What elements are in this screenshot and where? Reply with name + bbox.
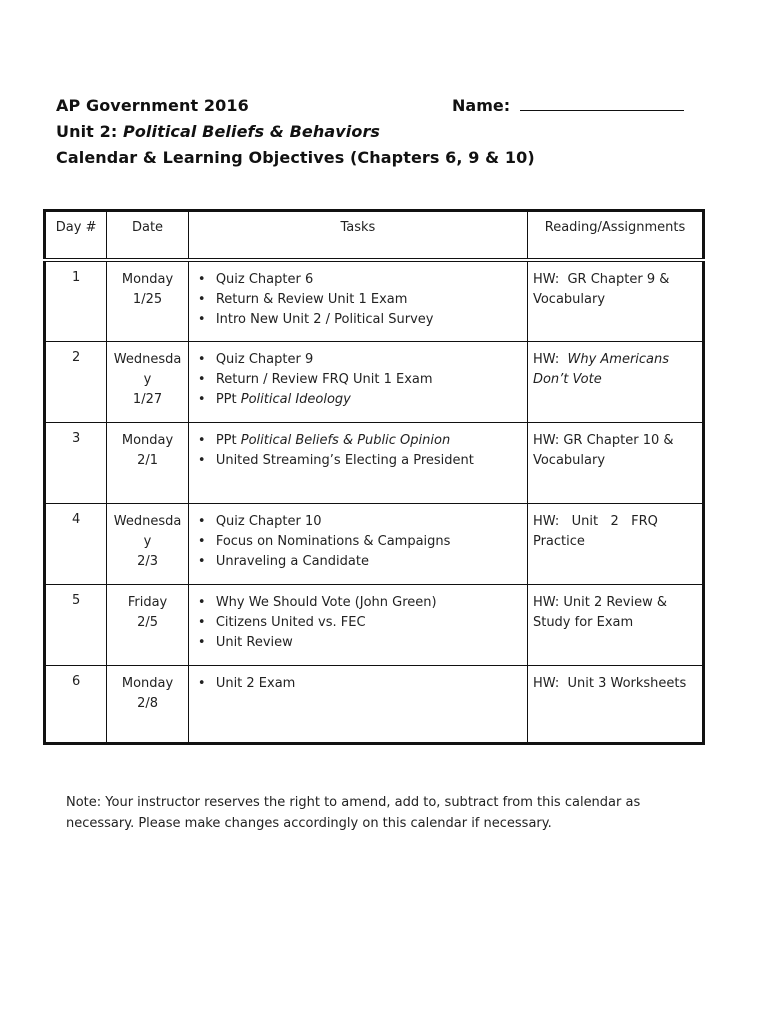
day-cell: 3 xyxy=(45,422,107,503)
table-row xyxy=(45,503,704,584)
day-cell: 6 xyxy=(45,665,107,743)
column-header-tasks: Tasks xyxy=(188,211,527,261)
task-text: Quiz Chapter 9 xyxy=(215,351,314,367)
calendar-table xyxy=(43,209,705,745)
table-row xyxy=(45,665,704,743)
reading-italic-title: Why Americans Don’t Vote xyxy=(532,351,670,387)
day-cell: 1 xyxy=(45,260,107,341)
date-line: 1/27 xyxy=(132,391,163,407)
tasks-cell xyxy=(188,503,527,584)
instructor-note: Note: Your instructor reserves the right to amend, add to, subtract from this calendar as necessary. Please make changes accordingly on this calendar if necessary. xyxy=(66,795,641,831)
task-item xyxy=(210,350,522,370)
task-prefix: PPt xyxy=(215,432,241,448)
task-text: Quiz Chapter 6 xyxy=(215,272,314,287)
table-row xyxy=(45,260,704,341)
task-item xyxy=(210,270,522,290)
table-row xyxy=(45,422,704,503)
reading-text: HW: Unit 2 Review & Study for Exam xyxy=(532,594,672,630)
task-text: Why We Should Vote (John Green) xyxy=(215,594,437,610)
name-blank-line[interactable] xyxy=(520,96,684,111)
task-text: Unit Review xyxy=(215,634,293,650)
date-cell xyxy=(107,260,189,341)
date-line: 2/8 xyxy=(137,695,158,711)
task-italic-title: Political Beliefs & Public Opinion xyxy=(240,432,451,448)
task-item xyxy=(210,633,522,653)
course-title: AP Government 2016 xyxy=(56,96,249,115)
reading-cell xyxy=(527,422,703,503)
date-line: Friday xyxy=(127,594,168,610)
task-item xyxy=(210,431,522,451)
date-line: 2/1 xyxy=(137,452,158,468)
task-item xyxy=(210,593,522,613)
reading-text: HW: GR Chapter 9 & Vocabulary xyxy=(532,272,674,307)
task-item xyxy=(210,512,522,532)
task-text: Intro New Unit 2 / Political Survey xyxy=(215,312,434,327)
reading-text: HW: xyxy=(532,351,568,367)
task-item xyxy=(210,390,522,410)
tasks-cell xyxy=(188,341,527,422)
task-item xyxy=(210,310,522,330)
reading-text: HW: Unit 3 Worksheets xyxy=(532,675,687,691)
task-prefix: PPt xyxy=(215,391,241,407)
date-cell xyxy=(107,341,189,422)
day-cell: 2 xyxy=(45,341,107,422)
date-cell xyxy=(107,503,189,584)
date-line: 2/3 xyxy=(137,553,158,569)
date-cell xyxy=(107,422,189,503)
task-text: Return & Review Unit 1 Exam xyxy=(215,292,408,307)
table-row xyxy=(45,341,704,422)
name-field[interactable] xyxy=(452,96,684,115)
task-text: Unraveling a Candidate xyxy=(215,553,369,569)
date-line: 2/5 xyxy=(137,614,158,630)
name-label: Name: xyxy=(452,96,511,115)
date-cell xyxy=(107,665,189,743)
day-cell: 4 xyxy=(45,503,107,584)
reading-text: HW: GR Chapter 10 & Vocabulary xyxy=(532,432,678,468)
date-line: Monday xyxy=(121,432,174,448)
task-list xyxy=(194,512,522,572)
task-text: Unit 2 Exam xyxy=(215,675,296,691)
task-text: United Streaming’s Electing a President xyxy=(215,452,474,468)
table-header-row xyxy=(45,211,704,261)
task-text: Quiz Chapter 10 xyxy=(215,513,322,529)
calendar-subtitle: Calendar & Learning Objectives (Chapters 6, 9 & 10) xyxy=(56,148,535,167)
column-header-day: Day # xyxy=(45,211,107,261)
tasks-cell xyxy=(188,422,527,503)
task-text: Focus on Nominations & Campaigns xyxy=(215,533,451,549)
task-item xyxy=(210,451,522,471)
task-item xyxy=(210,290,522,310)
reading-cell xyxy=(527,665,703,743)
column-header-date: Date xyxy=(107,211,189,261)
reading-cell xyxy=(527,584,703,665)
task-italic-title: Political Ideology xyxy=(240,391,351,407)
tasks-cell xyxy=(188,584,527,665)
day-cell: 5 xyxy=(45,584,107,665)
date-line: Monday xyxy=(121,272,174,287)
task-item xyxy=(210,552,522,572)
task-list xyxy=(194,431,522,471)
date-line: Monday xyxy=(121,675,174,691)
date-line: y xyxy=(143,371,152,387)
unit-title xyxy=(56,122,380,141)
tasks-cell xyxy=(188,260,527,341)
reading-cell xyxy=(527,341,703,422)
date-line: 1/25 xyxy=(132,292,163,307)
unit-prefix: Unit 2: xyxy=(56,122,118,141)
date-line: Wednesda xyxy=(113,351,182,367)
table-row xyxy=(45,584,704,665)
unit-name: Political Beliefs & Behaviors xyxy=(123,122,381,141)
reading-cell xyxy=(527,260,703,341)
task-item xyxy=(210,613,522,633)
task-list xyxy=(194,674,522,694)
task-list xyxy=(194,593,522,653)
reading-cell xyxy=(527,503,703,584)
column-header-reading: Reading/Assignments xyxy=(527,211,703,261)
tasks-cell xyxy=(188,665,527,743)
task-text: Return / Review FRQ Unit 1 Exam xyxy=(215,371,433,387)
date-line: Wednesda xyxy=(113,513,182,529)
date-line: y xyxy=(143,533,152,549)
task-list xyxy=(194,350,522,410)
task-list xyxy=(194,270,522,330)
task-item xyxy=(210,370,522,390)
reading-text: HW: Unit 2 FRQ Practice xyxy=(532,513,663,549)
date-cell xyxy=(107,584,189,665)
task-text: Citizens United vs. FEC xyxy=(215,614,366,630)
task-item xyxy=(210,674,522,694)
task-item xyxy=(210,532,522,552)
